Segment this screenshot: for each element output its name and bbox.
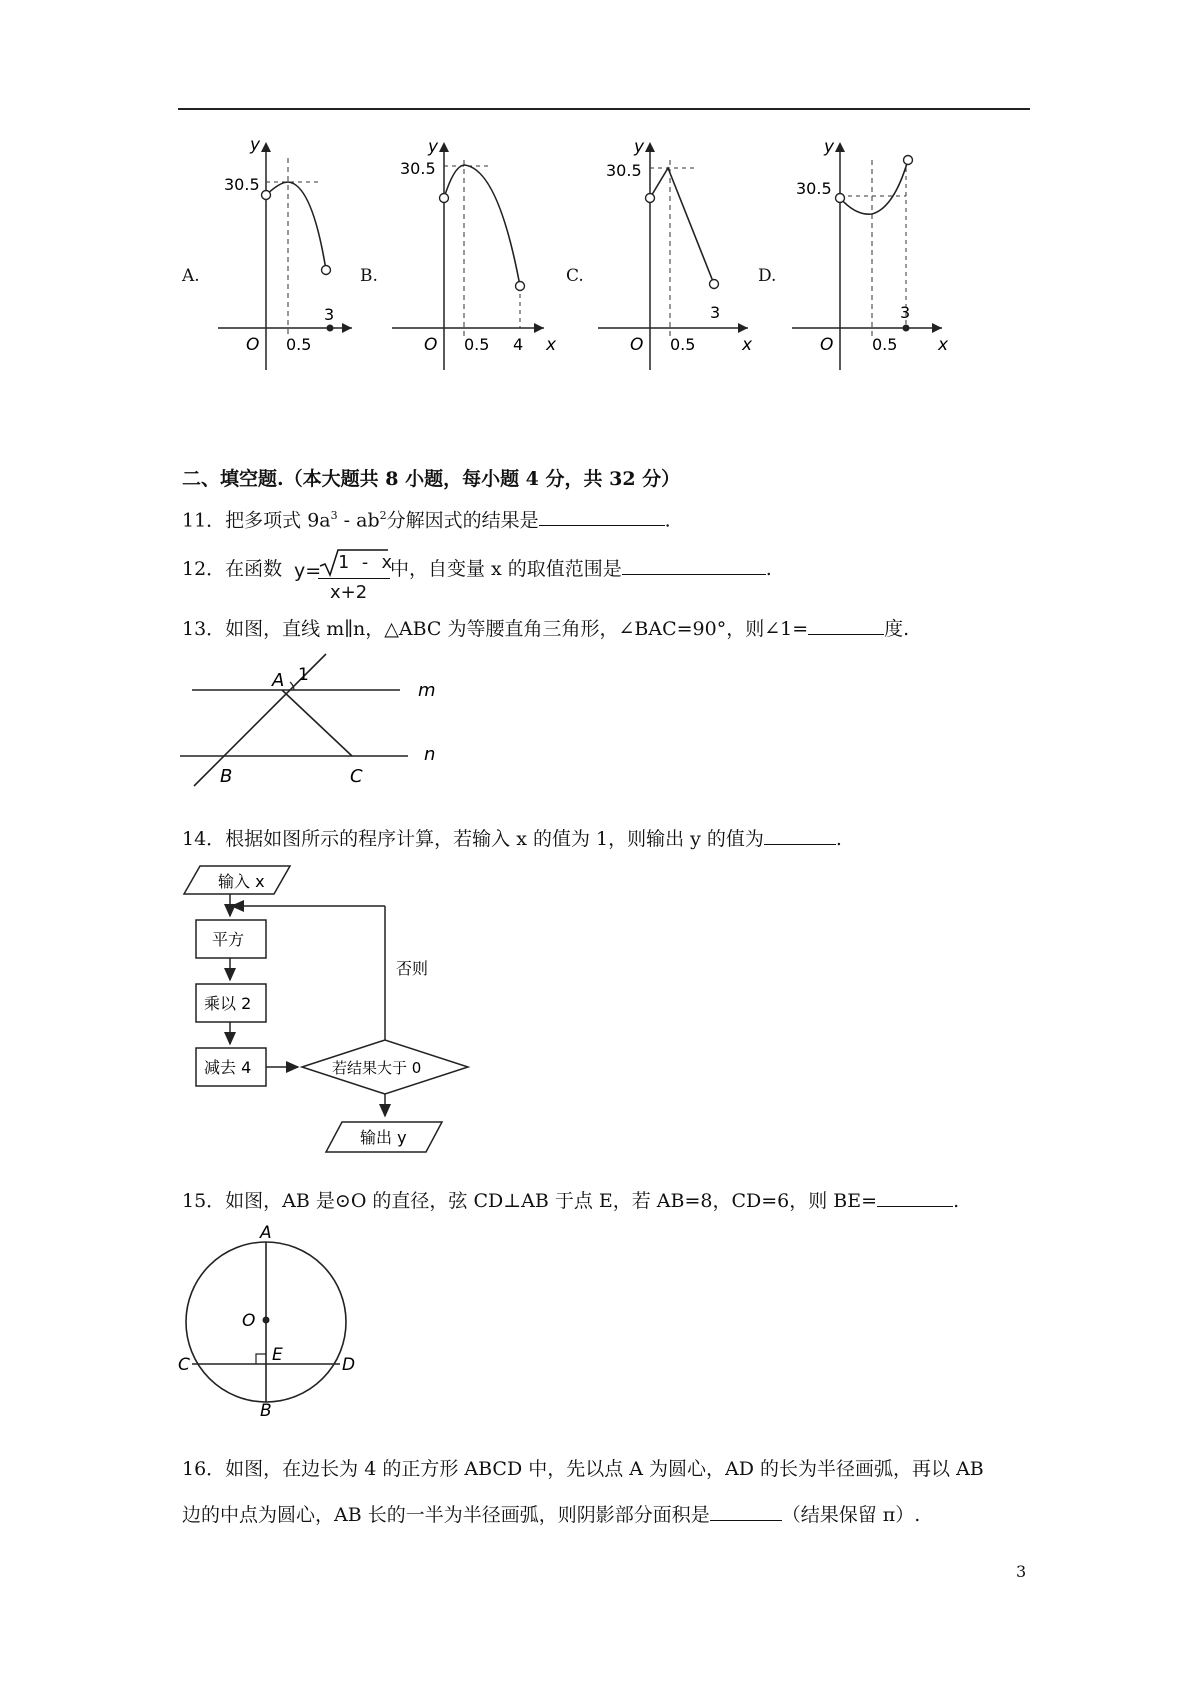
graph-b-y-value: 30.5 — [400, 159, 436, 178]
q11-end: . — [664, 509, 671, 532]
graph-c-origin: O — [630, 335, 644, 355]
graph-d-x-tick-2: 3 — [900, 303, 911, 322]
q16-line2-text: 边的中点为圆心，AB 长的一半为半径画弧，则阴影部分面积是 — [182, 1504, 710, 1526]
question-11 — [182, 510, 671, 530]
q12-prefix: 12．在函数 — [182, 558, 283, 580]
graph-d-y-value: 30.5 — [796, 179, 832, 198]
choice-c-label: C. — [566, 266, 584, 286]
q15-label-d: D — [342, 1355, 356, 1375]
q13-end: 度. — [884, 618, 910, 640]
flow-output-label: 输出 y — [360, 1128, 407, 1147]
page-number: 3 — [1016, 1562, 1027, 1581]
q13-answer-blank[interactable] — [808, 634, 884, 635]
question-13 — [182, 620, 909, 639]
flow-input-label: 输入 x — [218, 872, 265, 891]
graph-d-origin: O — [820, 335, 834, 355]
q11-answer-blank[interactable] — [539, 525, 665, 526]
q13-label-m: m — [418, 680, 436, 701]
q16-answer-blank[interactable] — [710, 1520, 782, 1521]
graph-b — [386, 138, 562, 374]
q13-figure — [180, 648, 440, 790]
graph-c-x-label: x — [742, 335, 753, 355]
q12-answer-blank[interactable] — [622, 574, 766, 575]
question-15 — [182, 1192, 959, 1211]
q11-exp1: 3 — [330, 509, 338, 522]
flow-else-label: 否则 — [396, 959, 429, 978]
graph-c-x-tick-2: 3 — [710, 303, 721, 322]
graph-b-y-label: y — [428, 138, 439, 157]
graph-b-x-label: x — [546, 335, 557, 355]
graph-d-x-tick-1: 0.5 — [872, 335, 898, 354]
graph-c-y-label: y — [634, 138, 645, 157]
flow-times2-label: 乘以 2 — [204, 994, 252, 1013]
q16-end: （结果保留 π）. — [781, 1504, 921, 1526]
graph-d-y-label: y — [824, 138, 835, 157]
q15-text: 15．如图，AB 是⊙O 的直径，弦 CD⊥AB 于点 E，若 AB=8，CD=6，则 BE= — [182, 1190, 878, 1212]
question-12 — [182, 560, 282, 579]
graph-c-x-tick-1: 0.5 — [670, 335, 696, 354]
q15-label-a: A — [260, 1223, 272, 1243]
flow-cond-label: 若结果大于 0 — [332, 1059, 422, 1077]
graph-a-y-value: 30.5 — [224, 175, 260, 194]
q13-angle-label: 1 — [298, 665, 309, 685]
q12-fraction — [294, 548, 393, 604]
q13-label-a: A — [272, 670, 285, 691]
q14-text: 14．根据如图所示的程序计算，若输入 x 的值为 1，则输出 y 的值为 — [182, 828, 764, 850]
q15-end: . — [953, 1190, 960, 1212]
graph-c — [592, 138, 762, 374]
q13-text: 13．如图，直线 m∥n，△ABC 为等腰直角三角形，∠BAC=90°，则∠1= — [182, 618, 809, 640]
q15-figure — [178, 1218, 358, 1418]
q15-label-e: E — [272, 1345, 283, 1365]
q15-label-c: C — [178, 1355, 190, 1375]
q15-label-b: B — [260, 1401, 272, 1418]
graph-a-origin: O — [246, 335, 260, 355]
graph-d-x-label: x — [938, 335, 949, 355]
choice-d-label: D. — [758, 266, 777, 286]
fraction-bar — [318, 578, 390, 579]
header-rule — [178, 108, 1030, 110]
question-16-line1: 16．如图，在边长为 4 的正方形 ABCD 中，先以点 A 为圆心，AD 的长为半径画弧，再以 AB — [182, 1458, 984, 1480]
q12-func-y: y= — [294, 560, 322, 582]
section-title: 二、填空题.（本大题共 8 小题，每小题 4 分，共 32 分） — [182, 468, 681, 490]
q13-label-b: B — [220, 766, 233, 787]
flow-square-label: 平方 — [212, 930, 245, 949]
flow-minus4-label: 减去 4 — [204, 1058, 252, 1077]
q12-end: . — [765, 558, 772, 580]
graph-b-origin: O — [424, 335, 438, 355]
q11-exp2: 2 — [379, 509, 387, 522]
graph-a — [210, 138, 360, 374]
q15-answer-blank[interactable] — [877, 1206, 953, 1207]
graph-b-x-tick-2: 4 — [513, 335, 524, 354]
question-16-line2 — [182, 1506, 920, 1525]
q12-suffix: 中，自变量 x 的取值范围是 — [390, 558, 622, 580]
q12-numerator: 1 - x — [338, 552, 393, 573]
graph-d — [786, 138, 956, 374]
q13-label-n: n — [424, 744, 436, 765]
graph-a-x-tick-2: 3 — [324, 305, 335, 324]
q11-suffix: 分解因式的结果是 — [386, 509, 539, 532]
question-14 — [182, 830, 842, 849]
choice-b-label: B. — [360, 266, 378, 286]
graph-a-y-label: y — [250, 138, 261, 155]
graph-c-y-value: 30.5 — [606, 161, 642, 180]
choice-a-label: A. — [182, 266, 200, 286]
q11-mid: - ab — [337, 509, 380, 532]
q15-label-o: O — [242, 1311, 256, 1331]
q14-end: . — [835, 828, 842, 850]
q13-label-c: C — [350, 766, 363, 787]
q14-flowchart — [180, 860, 480, 1160]
question-12-rest — [390, 560, 772, 579]
q12-denominator: x+2 — [330, 582, 368, 603]
graph-b-x-tick-1: 0.5 — [464, 335, 490, 354]
q14-answer-blank[interactable] — [764, 844, 836, 845]
q11-prefix: 11．把多项式 9a — [182, 509, 331, 532]
graph-a-x-tick-1: 0.5 — [286, 335, 312, 354]
